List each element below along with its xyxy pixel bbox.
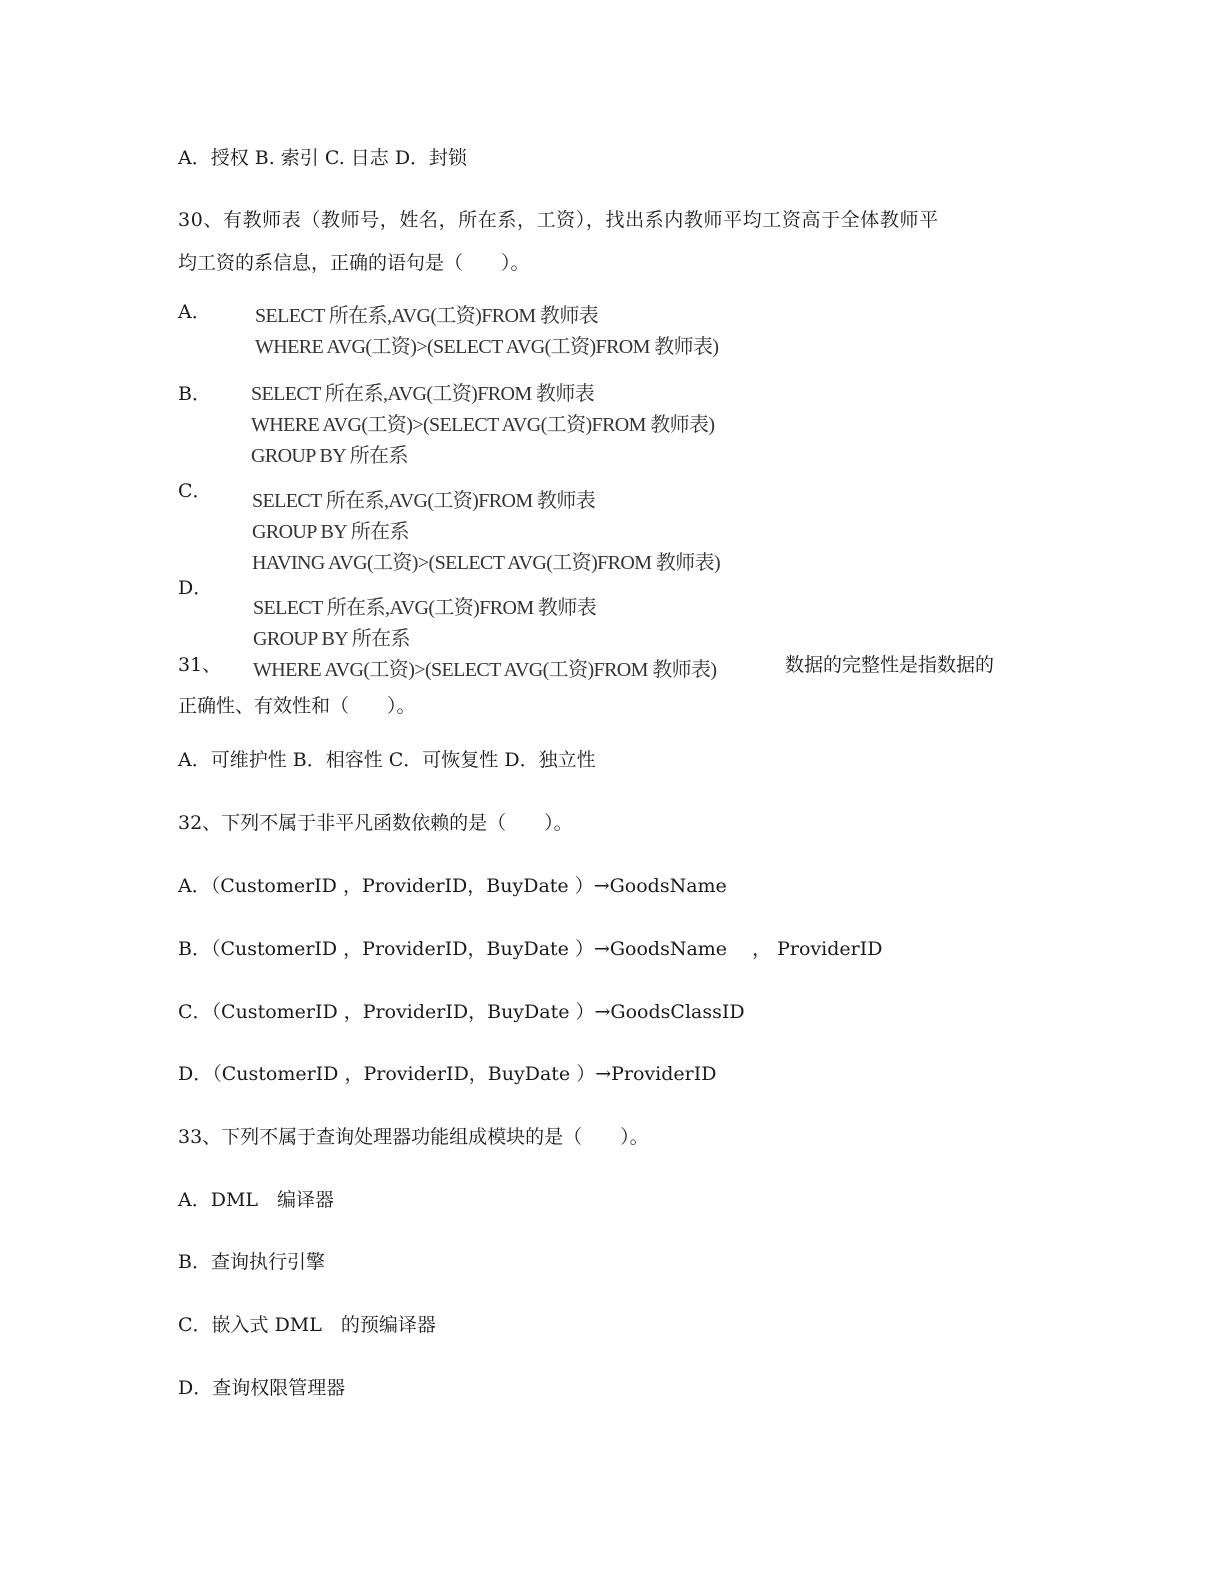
code-line: HAVING AVG(工资)>(SELECT AVG(工资)FROM 教师表)	[252, 552, 721, 574]
q30-option-c-label: C．	[178, 480, 212, 502]
q33-option-d: D．查询权限管理器	[178, 1377, 346, 1399]
q31-options: A．可维护性 B．相容性 C．可恢复性 D．独立性	[178, 749, 596, 771]
q32-stem: 32、下列不属于非平凡函数依赖的是（ ）。	[178, 812, 573, 834]
code-line: WHERE AVG(工资)>(SELECT AVG(工资)FROM 教师表)	[253, 659, 717, 681]
code-line: GROUP BY 所在系	[253, 628, 410, 650]
q32-option-b: B．（CustomerID ，ProviderID，BuyDate ）→GoodsName ， ProviderID	[178, 938, 883, 960]
q32-option-a: A．（CustomerID ，ProviderID，BuyDate ）→GoodsName	[178, 875, 727, 897]
q29-options: A．授权 B. 索引 C. 日志 D．封锁	[178, 147, 468, 169]
q31-stem-tail: 数据的完整性是指数据的	[785, 654, 995, 676]
q30-stem-line2: 均工资的系信息，正确的语句是（ ）。	[178, 252, 530, 274]
code-line: SELECT 所在系,AVG(工资)FROM 教师表	[251, 383, 595, 405]
q33-option-b: B．查询执行引擎	[178, 1251, 325, 1273]
q31-number: 31、	[178, 654, 222, 676]
code-line: SELECT 所在系,AVG(工资)FROM 教师表	[255, 305, 599, 327]
q33-option-c: C．嵌入式 DML 的预编译器	[178, 1314, 436, 1336]
q30-option-b-code	[251, 379, 715, 472]
q31-stem-line2: 正确性、有效性和（ ）。	[178, 695, 416, 717]
code-line: SELECT 所在系,AVG(工资)FROM 教师表	[253, 597, 597, 619]
q30-option-a-code	[255, 301, 719, 363]
q30-stem-line1: 30、有教师表（教师号，姓名，所在系，工资），找出系内教师平均工资高于全体教师平	[178, 209, 939, 231]
code-line: SELECT 所在系,AVG(工资)FROM 教师表	[252, 490, 596, 512]
q33-stem: 33、下列不属于查询处理器功能组成模块的是（ ）。	[178, 1126, 649, 1148]
q32-option-d: D．（CustomerID ，ProviderID，BuyDate ）→ProviderID	[178, 1063, 717, 1085]
q33-option-a: A．DML 编译器	[178, 1189, 335, 1211]
q30-option-b-label: B．	[178, 383, 211, 405]
q30-option-c-code	[252, 486, 720, 579]
q30-option-a-label: A．	[178, 301, 211, 323]
q30-option-d-label: D．	[178, 577, 213, 599]
code-line: WHERE AVG(工资)>(SELECT AVG(工资)FROM 教师表)	[255, 336, 719, 358]
q30-option-d-code	[253, 593, 717, 686]
code-line: WHERE AVG(工资)>(SELECT AVG(工资)FROM 教师表)	[251, 414, 715, 436]
code-line: GROUP BY 所在系	[251, 445, 408, 467]
code-line: GROUP BY 所在系	[252, 521, 409, 543]
q32-option-c: C．（CustomerID ，ProviderID，BuyDate ）→GoodsClassID	[178, 1001, 745, 1023]
